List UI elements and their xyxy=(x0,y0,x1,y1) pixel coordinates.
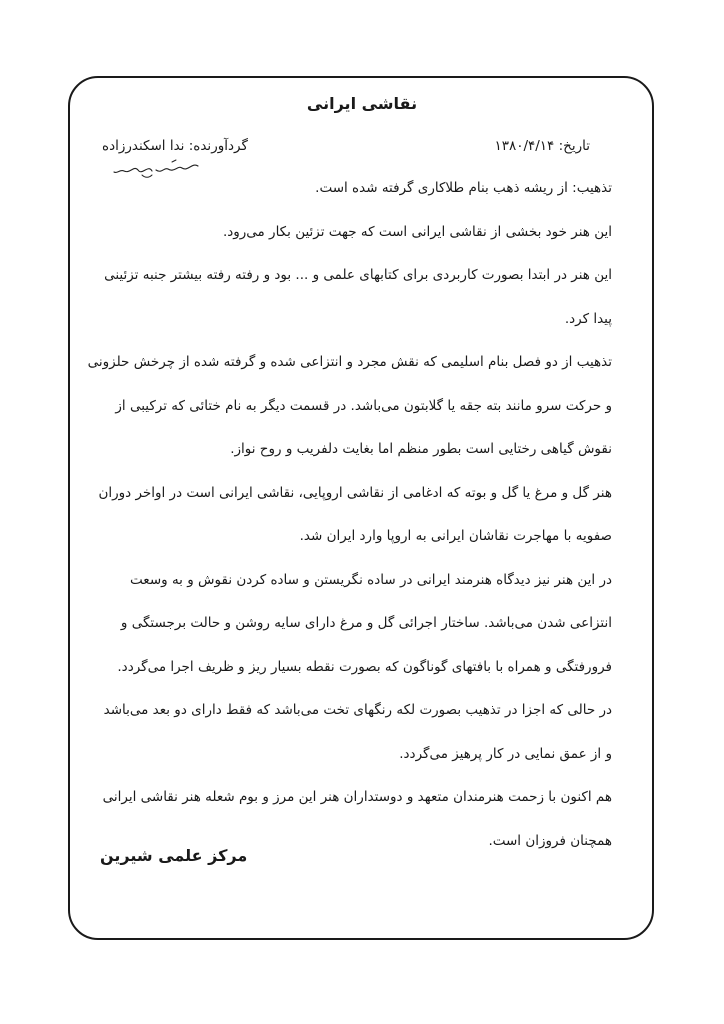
body-line: هنر گل و مرغ یا گل و بوته که ادغامی از نقاشی اروپایی، نقاشی ایرانی است در اواخر دوران xyxy=(98,484,612,501)
body-line: و از عمق نمایی در کار پرهیز می‌گردد. xyxy=(399,745,612,762)
body-line: تذهیب: از ریشه ذهب بنام طلاکاری گرفته شده است. xyxy=(315,180,612,196)
body-line: همچنان فروزان است. xyxy=(488,832,612,849)
body-line: نقوش گیاهی رختایی است بطور منظم اما بغایت دلفریب و روح نواز. xyxy=(230,441,612,457)
body-line: در این هنر نیز دیدگاه هنرمند ایرانی در ساده نگریستن و ساده کردن نقوش و به وسعت xyxy=(130,571,612,588)
body-line: هم اکنون با زحمت هنرمندان متعهد و دوستداران هنر این مرز و بوم شعله هنر نقاشی ایرانی xyxy=(102,789,612,805)
document-title: نقاشی ایرانی xyxy=(306,94,418,113)
body-text xyxy=(87,177,612,873)
body-line: این هنر خود بخشی از نقاشی ایرانی است که جهت تزئین بکار می‌رود. xyxy=(222,223,612,240)
body-line: پیدا کرد. xyxy=(564,310,612,327)
body-line: و حرکت سرو مانند بته جقه یا گلابتون می‌باشد. در قسمت دیگر به نام ختائی که ترکیبی از xyxy=(115,397,612,414)
body-line: این هنر در ابتدا بصورت کاربردی برای کتابهای علمی و ... بود و رفته رفته بیشتر جنبه تزئینی xyxy=(104,267,612,283)
body-line: صفویه با مهاجرت نقاشان ایرانی به اروپا وارد ایران شد. xyxy=(299,528,612,544)
date-line: تاریخ: ۱۳۸۰/۴/۱۴ xyxy=(494,138,590,154)
body-line: تذهیب از دو فصل بنام اسلیمی که نقش مجرد و انتزاعی شده و گرفته شده از چرخش حلزونی xyxy=(87,354,612,370)
footer-organization: مرکز علمی شیرین xyxy=(100,846,248,865)
body-line: انتزاعی شدن می‌باشد. ساختار اجرائی گل و مرغ دارای سایه روشن و حالت برجستگی و xyxy=(120,615,612,631)
compiler-line: گردآورنده: ندا اسکندرزاده xyxy=(102,138,248,154)
body-line: فرورفتگی و همراه با بافتهای گوناگون که بصورت نقطه بسیار ریز و ظریف اجرا می‌گردد. xyxy=(117,658,612,675)
body-line: در حالی که اجزا در تذهیب بصورت لکه رنگهای تخت می‌باشد که فقط دارای دو بعد می‌باشد xyxy=(103,702,612,718)
